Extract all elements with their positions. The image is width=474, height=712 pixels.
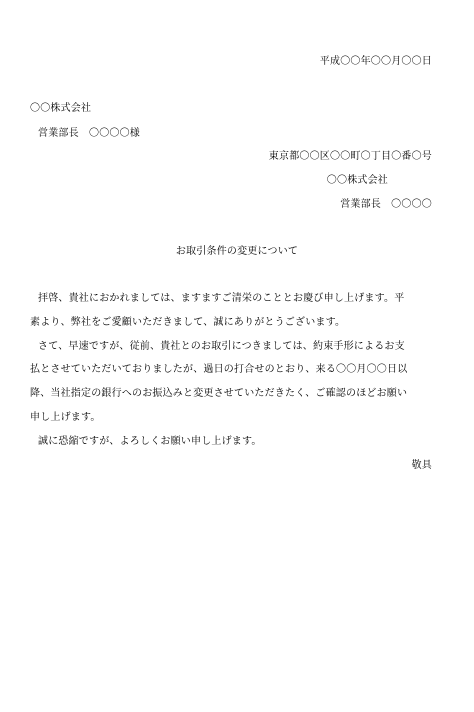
body-line: 降、当社指定の銀行へのお振込みと変更させていただきたく、ご確認のほどお願い xyxy=(30,388,408,399)
letter-closing: 敬具 xyxy=(411,460,432,471)
letter-date: 平成〇〇年〇〇月〇〇日 xyxy=(319,56,432,67)
sender-address: 東京都〇〇区〇〇町〇丁目〇番〇号 xyxy=(268,151,432,162)
letter-subject: お取引条件の変更について xyxy=(175,246,299,257)
body-line: 誠に恐縮ですが、よろしくお願い申し上げます。 xyxy=(38,436,262,447)
sender-person: 営業部長 〇〇〇〇 xyxy=(340,199,432,210)
body-line: 素より、弊社をご愛顧いただきまして、誠にありがとうございます。 xyxy=(30,317,346,328)
body-line: 払とさせていただいておりましたが、過日の打合せのとおり、来る〇〇月〇〇日以 xyxy=(30,364,408,375)
body-line: 申し上げます。 xyxy=(30,412,101,423)
sender-company: 〇〇株式会社 xyxy=(326,175,388,186)
recipient-company: 〇〇株式会社 xyxy=(30,103,92,114)
body-line: 拝啓、貴社におかれましては、ますますご清栄のこととお慶び申し上げます。平 xyxy=(38,293,405,304)
recipient-person: 営業部長 〇〇〇〇様 xyxy=(38,128,140,139)
body-line: さて、早速ですが、従前、貴社とのお取引につきましては、約束手形によるお支 xyxy=(38,341,405,352)
